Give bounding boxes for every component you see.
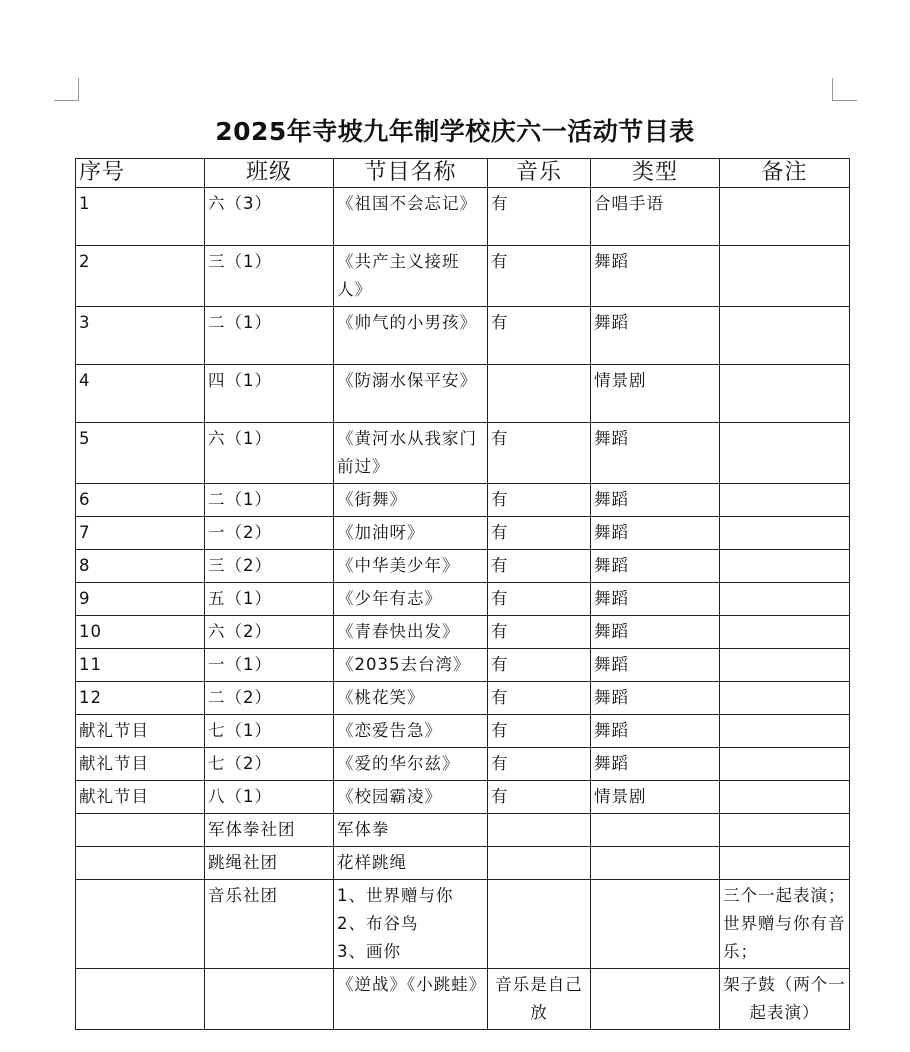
cell-number: 1 bbox=[76, 188, 205, 246]
table-row bbox=[76, 715, 850, 748]
header-number: 序号 bbox=[76, 159, 205, 188]
cell-number: 8 bbox=[76, 550, 205, 583]
cell-type: 舞蹈 bbox=[591, 423, 720, 484]
table-row bbox=[76, 365, 850, 423]
cell-type bbox=[591, 969, 720, 1030]
cell-program-name: 《黄河水从我家门前过》 bbox=[334, 423, 488, 484]
cell-class: 四（1） bbox=[205, 365, 334, 423]
table-row bbox=[76, 847, 850, 880]
cell-number: 4 bbox=[76, 365, 205, 423]
cell-music: 有 bbox=[488, 715, 591, 748]
cell-note bbox=[720, 649, 850, 682]
cell-number: 献礼节目 bbox=[76, 781, 205, 814]
cell-class: 六（1） bbox=[205, 423, 334, 484]
cell-program-name: 《祖国不会忘记》 bbox=[334, 188, 488, 246]
cell-type: 舞蹈 bbox=[591, 748, 720, 781]
cell-note bbox=[720, 748, 850, 781]
cell-music: 有 bbox=[488, 649, 591, 682]
cell-type: 舞蹈 bbox=[591, 246, 720, 307]
table-row bbox=[76, 781, 850, 814]
header-class: 班级 bbox=[205, 159, 334, 188]
cell-music bbox=[488, 814, 591, 847]
cell-program-name: 《帅气的小男孩》 bbox=[334, 307, 488, 365]
cell-number: 献礼节目 bbox=[76, 748, 205, 781]
cell-note bbox=[720, 814, 850, 847]
cell-note: 三个一起表演；世界赠与你有音乐； bbox=[720, 880, 850, 969]
cell-program-name: 《逆战》《小跳蛙》 bbox=[334, 969, 488, 1030]
cell-class: 五（1） bbox=[205, 583, 334, 616]
cell-type bbox=[591, 880, 720, 969]
header-program-name: 节目名称 bbox=[334, 159, 488, 188]
cell-class: 军体拳社团 bbox=[205, 814, 334, 847]
cell-music: 音乐是自己放 bbox=[488, 969, 591, 1030]
cell-type bbox=[591, 847, 720, 880]
cell-music: 有 bbox=[488, 517, 591, 550]
cell-music bbox=[488, 365, 591, 423]
table-row bbox=[76, 583, 850, 616]
cell-note bbox=[720, 583, 850, 616]
table-row bbox=[76, 880, 850, 969]
cell-type: 舞蹈 bbox=[591, 682, 720, 715]
cell-number bbox=[76, 880, 205, 969]
cell-class: 二（1） bbox=[205, 307, 334, 365]
document-title: 2025年寺坡九年制学校庆六一活动节目表 bbox=[215, 117, 695, 146]
cell-note bbox=[720, 616, 850, 649]
cell-music: 有 bbox=[488, 748, 591, 781]
cell-class: 音乐社团 bbox=[205, 880, 334, 969]
cell-number bbox=[76, 847, 205, 880]
cell-number: 9 bbox=[76, 583, 205, 616]
cell-number: 10 bbox=[76, 616, 205, 649]
cell-class: 二（1） bbox=[205, 484, 334, 517]
cell-number bbox=[76, 969, 205, 1030]
cell-class: 六（3） bbox=[205, 188, 334, 246]
cell-number: 6 bbox=[76, 484, 205, 517]
cell-note bbox=[720, 246, 850, 307]
cell-note: 架子鼓（两个一起表演） bbox=[720, 969, 850, 1030]
cell-class: 七（1） bbox=[205, 715, 334, 748]
cell-number: 12 bbox=[76, 682, 205, 715]
table-row bbox=[76, 649, 850, 682]
crop-mark-top-left bbox=[54, 78, 79, 101]
cell-music: 有 bbox=[488, 616, 591, 649]
table-row bbox=[76, 550, 850, 583]
cell-program-name: 《2035去台湾》 bbox=[334, 649, 488, 682]
cell-program-name: 《加油呀》 bbox=[334, 517, 488, 550]
table-row bbox=[76, 246, 850, 307]
cell-note bbox=[720, 423, 850, 484]
cell-class: 三（1） bbox=[205, 246, 334, 307]
cell-number: 11 bbox=[76, 649, 205, 682]
cell-music: 有 bbox=[488, 188, 591, 246]
cell-music: 有 bbox=[488, 781, 591, 814]
cell-program-name: 花样跳绳 bbox=[334, 847, 488, 880]
table-row bbox=[76, 814, 850, 847]
cell-program-name: 军体拳 bbox=[334, 814, 488, 847]
header-type: 类型 bbox=[591, 159, 720, 188]
cell-program-name: 《桃花笑》 bbox=[334, 682, 488, 715]
cell-type: 舞蹈 bbox=[591, 307, 720, 365]
cell-program-name: 《街舞》 bbox=[334, 484, 488, 517]
cell-class: 二（2） bbox=[205, 682, 334, 715]
cell-type: 舞蹈 bbox=[591, 550, 720, 583]
cell-class: 一（2） bbox=[205, 517, 334, 550]
table-row bbox=[76, 517, 850, 550]
table-header-row bbox=[76, 159, 850, 188]
cell-class: 七（2） bbox=[205, 748, 334, 781]
cell-type: 舞蹈 bbox=[591, 616, 720, 649]
table-row bbox=[76, 616, 850, 649]
table-row bbox=[76, 682, 850, 715]
table-row bbox=[76, 484, 850, 517]
table-row bbox=[76, 969, 850, 1030]
cell-number bbox=[76, 814, 205, 847]
table-row bbox=[76, 307, 850, 365]
cell-type bbox=[591, 814, 720, 847]
cell-class: 跳绳社团 bbox=[205, 847, 334, 880]
cell-class: 六（2） bbox=[205, 616, 334, 649]
cell-number: 献礼节目 bbox=[76, 715, 205, 748]
cell-class: 三（2） bbox=[205, 550, 334, 583]
cell-class bbox=[205, 969, 334, 1030]
header-note: 备注 bbox=[720, 159, 850, 188]
table-row bbox=[76, 188, 850, 246]
header-music: 音乐 bbox=[488, 159, 591, 188]
cell-note bbox=[720, 484, 850, 517]
cell-class: 一（1） bbox=[205, 649, 334, 682]
cell-program-name: 《青春快出发》 bbox=[334, 616, 488, 649]
cell-type: 舞蹈 bbox=[591, 517, 720, 550]
cell-type: 舞蹈 bbox=[591, 715, 720, 748]
cell-class: 八（1） bbox=[205, 781, 334, 814]
cell-music bbox=[488, 847, 591, 880]
cell-note bbox=[720, 715, 850, 748]
cell-program-name: 《少年有志》 bbox=[334, 583, 488, 616]
cell-note bbox=[720, 781, 850, 814]
table-row bbox=[76, 423, 850, 484]
cell-number: 7 bbox=[76, 517, 205, 550]
cell-music: 有 bbox=[488, 423, 591, 484]
cell-music: 有 bbox=[488, 246, 591, 307]
cell-note bbox=[720, 550, 850, 583]
cell-music: 有 bbox=[488, 550, 591, 583]
cell-note bbox=[720, 365, 850, 423]
cell-type: 舞蹈 bbox=[591, 649, 720, 682]
cell-program-name: 1、世界赠与你 2、布谷鸟 3、画你 bbox=[334, 880, 488, 969]
cell-note bbox=[720, 307, 850, 365]
cell-note bbox=[720, 517, 850, 550]
cell-program-name: 《爱的华尔兹》 bbox=[334, 748, 488, 781]
cell-program-name: 《中华美少年》 bbox=[334, 550, 488, 583]
cell-type: 舞蹈 bbox=[591, 583, 720, 616]
cell-program-name: 《防溺水保平安》 bbox=[334, 365, 488, 423]
cell-note bbox=[720, 188, 850, 246]
cell-music: 有 bbox=[488, 583, 591, 616]
cell-number: 5 bbox=[76, 423, 205, 484]
cell-note bbox=[720, 682, 850, 715]
cell-music: 有 bbox=[488, 484, 591, 517]
cell-program-name: 《共产主义接班人》 bbox=[334, 246, 488, 307]
cell-number: 3 bbox=[76, 307, 205, 365]
cell-type: 情景剧 bbox=[591, 781, 720, 814]
cell-note bbox=[720, 847, 850, 880]
cell-music: 有 bbox=[488, 307, 591, 365]
cell-program-name: 《校园霸凌》 bbox=[334, 781, 488, 814]
program-table bbox=[75, 158, 850, 1030]
cell-type: 情景剧 bbox=[591, 365, 720, 423]
cell-number: 2 bbox=[76, 246, 205, 307]
cell-type: 合唱手语 bbox=[591, 188, 720, 246]
cell-program-name: 《恋爱告急》 bbox=[334, 715, 488, 748]
cell-type: 舞蹈 bbox=[591, 484, 720, 517]
cell-music: 有 bbox=[488, 682, 591, 715]
table-row bbox=[76, 748, 850, 781]
crop-mark-top-right bbox=[832, 78, 857, 101]
cell-music bbox=[488, 880, 591, 969]
